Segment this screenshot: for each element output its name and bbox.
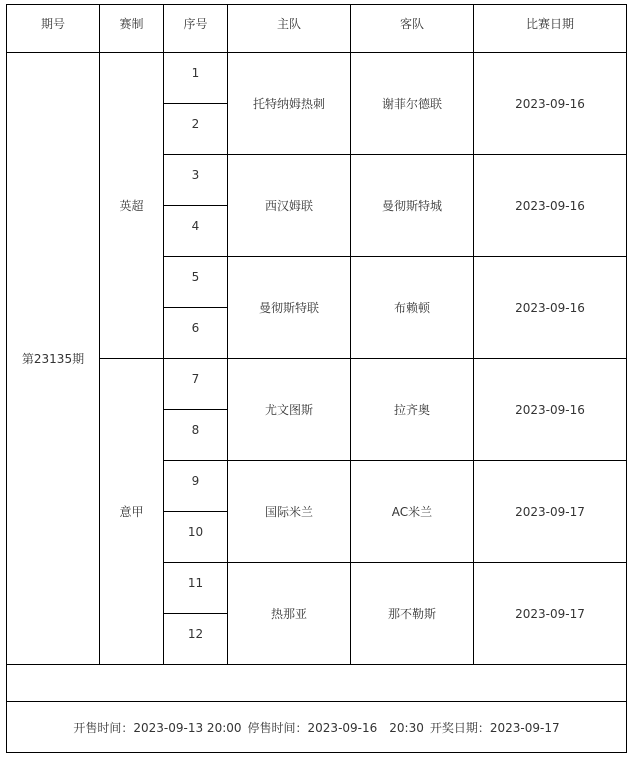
seq-cell: 3 xyxy=(164,155,228,206)
match-date-cell: 2023-09-16 xyxy=(474,359,627,461)
seq-cell: 10 xyxy=(164,512,228,563)
match-schedule-table xyxy=(6,4,627,753)
sale-start-label: 开售时间： xyxy=(73,720,134,735)
draw-date-label: 开奖日期： xyxy=(429,720,490,735)
header-date: 比赛日期 xyxy=(474,5,627,53)
blank-row xyxy=(7,665,627,702)
away-team-cell: 那不勒斯 xyxy=(351,563,474,665)
seq-cell: 9 xyxy=(164,461,228,512)
league-cell-seriea: 意甲 xyxy=(100,359,164,665)
draw-date-value: 2023-09-17 xyxy=(489,720,560,735)
header-league: 赛制 xyxy=(100,5,164,53)
header-issue: 期号 xyxy=(7,5,100,53)
match-date-cell: 2023-09-16 xyxy=(474,257,627,359)
sale-stop-value: 2023-09-16 20:30 xyxy=(307,720,424,735)
away-team-cell: 谢菲尔德联 xyxy=(351,53,474,155)
home-team-cell: 西汉姆联 xyxy=(228,155,351,257)
table-row xyxy=(7,53,627,104)
sale-start-value: 2023-09-13 20:00 xyxy=(133,720,242,735)
match-date-cell: 2023-09-17 xyxy=(474,461,627,563)
seq-cell: 7 xyxy=(164,359,228,410)
match-date-cell: 2023-09-16 xyxy=(474,53,627,155)
home-team-cell: 热那亚 xyxy=(228,563,351,665)
seq-cell: 6 xyxy=(164,308,228,359)
away-team-cell: AC米兰 xyxy=(351,461,474,563)
seq-cell: 2 xyxy=(164,104,228,155)
sale-stop-label: 停售时间： xyxy=(247,720,308,735)
match-date-cell: 2023-09-16 xyxy=(474,155,627,257)
seq-cell: 5 xyxy=(164,257,228,308)
home-team-cell: 尤文图斯 xyxy=(228,359,351,461)
footer-row xyxy=(7,702,627,753)
table-row xyxy=(7,359,627,410)
seq-cell: 11 xyxy=(164,563,228,614)
seq-cell: 1 xyxy=(164,53,228,104)
header-home: 主队 xyxy=(228,5,351,53)
seq-cell: 4 xyxy=(164,206,228,257)
header-row xyxy=(7,5,627,53)
seq-cell: 12 xyxy=(164,614,228,665)
seq-cell: 8 xyxy=(164,410,228,461)
home-team-cell: 国际米兰 xyxy=(228,461,351,563)
away-team-cell: 曼彻斯特城 xyxy=(351,155,474,257)
match-date-cell: 2023-09-17 xyxy=(474,563,627,665)
header-away: 客队 xyxy=(351,5,474,53)
blank-cell xyxy=(7,665,627,702)
home-team-cell: 曼彻斯特联 xyxy=(228,257,351,359)
home-team-cell: 托特纳姆热刺 xyxy=(228,53,351,155)
issue-cell: 第23135期 xyxy=(7,53,100,665)
away-team-cell: 拉齐奥 xyxy=(351,359,474,461)
away-team-cell: 布赖顿 xyxy=(351,257,474,359)
league-cell-epl: 英超 xyxy=(100,53,164,359)
sale-info xyxy=(7,702,627,753)
header-seq: 序号 xyxy=(164,5,228,53)
